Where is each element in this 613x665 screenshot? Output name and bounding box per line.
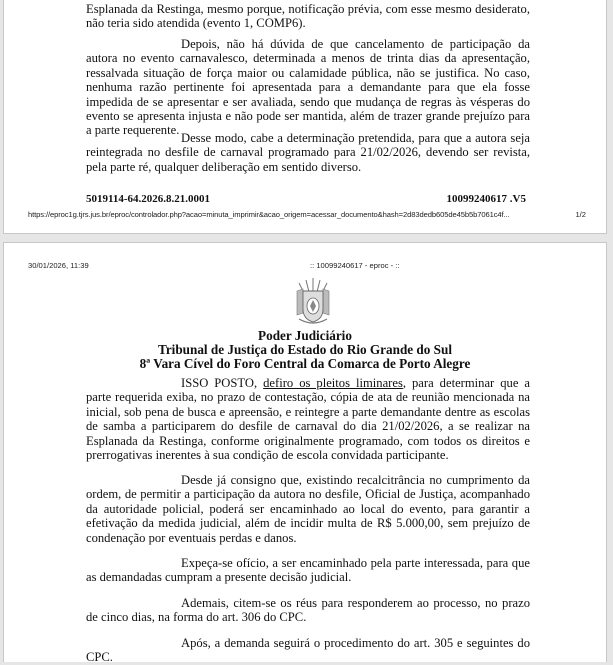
page-number: 1/2 xyxy=(575,210,586,219)
process-number: 5019114-64.2026.8.21.0001 xyxy=(86,193,211,205)
document-page-1 xyxy=(3,0,607,234)
heading-civil-court: 8ª Vara Cível do Foro Central da Comarca de Porto Alegre xyxy=(139,356,471,371)
paragraph-continuation: Esplanada da Restinga, mesmo porque, notificação prévia, com esse mesmo desiderato, não teria sido atendida (evento 1, COMP6). xyxy=(86,2,530,31)
paragraph-enforcement: Desde já consigno que, existindo recalcitrância no cumprimento da ordem, de permitir a participação da autora no desfile, Oficial de Justiça, acompanhado da autoridade policial, poderá ser encaminhado ao local do evento, para garantir a efetivação da medida judicial, além de incidir multa de R$ 5.000,00, sem prejuízo de condenação por eventuais perdas e danos. xyxy=(86,473,530,545)
coat-of-arms-icon xyxy=(291,277,335,327)
decision-lead: ISSO POSTO, xyxy=(181,376,264,390)
print-date: 30/01/2026, 11:39 xyxy=(28,261,89,270)
paragraph-official-letter: Expeça-se ofício, a ser encaminhado pela parte interessada, para que as demandadas cumpram a presente decisão judicial. xyxy=(86,556,530,585)
paragraph-determination: Desse modo, cabe a determinação pretendida, para que a autora seja reintegrada no desfile de carnaval programado para 21/02/2026, devendo ser revista, pela parte ré, qualquer deliberação em sentido diverso. xyxy=(86,131,530,174)
decision-granted: defiro os pleitos liminares xyxy=(263,376,403,390)
print-url: https://eproc1g.tjrs.jus.br/eproc/controlador.php?acao=minuta_imprimir&acao_origem=acessar_documento&hash=2d83dedb605de45b5b7061c4f... xyxy=(28,210,510,219)
paragraph-cancellation-analysis: Depois, não há dúvida de que cancelamento de participação da autora no evento carnavalesco, determinada a menos de trinta dias da apresentação, ressalvada situação de força maior ou calamidade pública, não se justifica. No caso, nenhuma razão pertinente foi apresentada para a demandante para que ela fosse impedida de se apresentar e ser avaliada, sendo que mudança de regras às vésperas do evento se apresenta injusta e não pode ser mantida, além de trazer grande prejuízo para a parte requerente. xyxy=(86,37,530,138)
document-id: 10099240617 .V5 xyxy=(446,193,526,205)
paragraph-procedure: Após, a demanda seguirá o procedimento do art. 305 e seguintes do CPC. xyxy=(86,636,530,665)
heading-judiciary: Poder Judiciário xyxy=(258,328,352,343)
paragraph-citation: Ademais, citem-se os réus para responderem ao processo, no prazo de cinco dias, na forma do art. 306 do CPC. xyxy=(86,596,530,625)
document-page-2 xyxy=(3,242,607,665)
heading-court: Tribunal de Justiça do Estado do Rio Grande do Sul xyxy=(158,342,452,357)
print-title: :: 10099240617 - eproc - :: xyxy=(310,261,400,270)
paragraph-decision xyxy=(86,376,530,462)
decision-rest: , para determinar que a parte requerida exiba, no prazo de contestação, cópia de ata de reunião mencionada na inicial, sob pena de busca e apreensão, e reintegre a parte demandante dentre as escolas de samba a participarem do desfile de carnaval do dia 21/02/2026, a se realizar na Esplanada da Restinga, conforme originalmente programado, com todos os direitos e prerrogativas inerentes à sua condição de escola convidada participante. xyxy=(86,376,531,463)
